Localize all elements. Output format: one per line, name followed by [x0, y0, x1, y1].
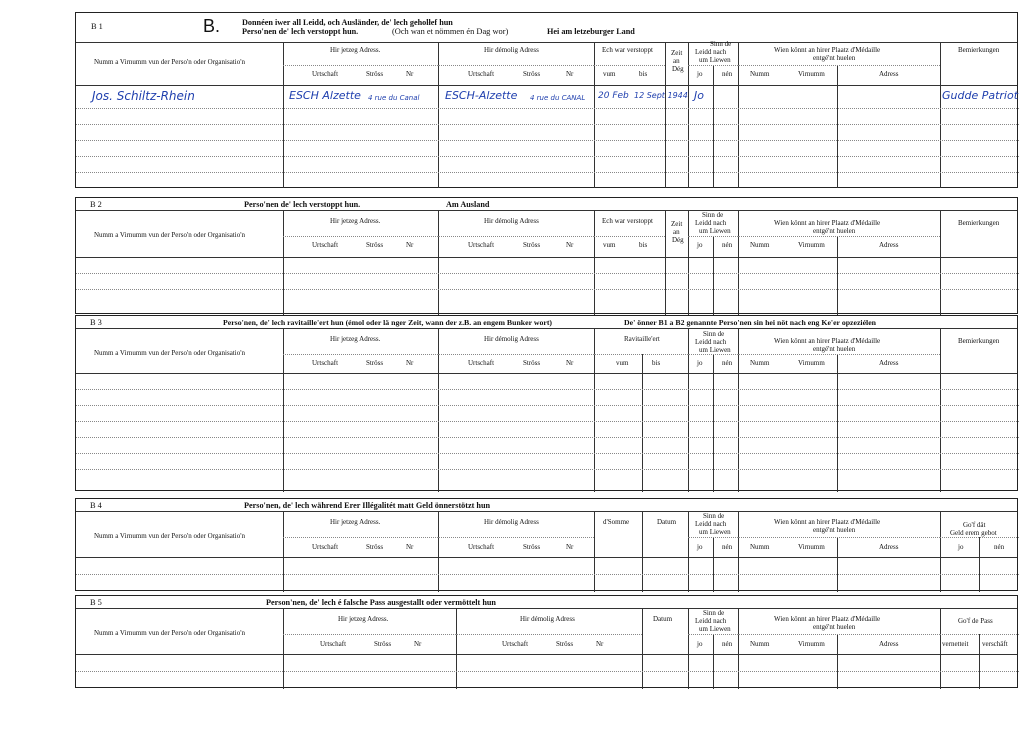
sub-no: nén	[722, 241, 733, 249]
col-alive-1: Sinn de	[703, 609, 725, 617]
sub-ort: Urtschaft	[468, 70, 495, 78]
sub-nr: Nr	[566, 543, 574, 551]
col-medal-2: entgé'nt huelen	[813, 345, 856, 353]
col-medal-2: entgé'nt huelen	[813, 623, 856, 631]
sub-street: Ströss	[523, 543, 541, 551]
sub-ort: Urtschaft	[312, 70, 339, 78]
col-hidden: Ech war verstoppt	[602, 217, 653, 225]
sub-medal-firstname: Virnumm	[798, 241, 825, 249]
section-region: Am Ausland	[446, 200, 490, 209]
col-supplied: Ravitaille'ert	[624, 335, 660, 343]
col-medal-1: Wien könnt an hirer Plaatz d'Médaille	[774, 518, 881, 526]
sub-no: nén	[722, 70, 733, 78]
sub-medal-address: Adress	[879, 543, 899, 551]
sub-ort: Urtschaft	[468, 543, 495, 551]
handwritten-current-street: 4 rue du Canal	[368, 94, 420, 102]
col-current-address: Hir jetzeg Adress.	[338, 615, 389, 623]
col-time: Zeit	[671, 220, 683, 228]
col-medal-2: entgé'nt huelen	[813, 526, 856, 534]
col-hidden: Ech war verstoppt	[602, 46, 653, 54]
section-note: (Och wan et nömmen én Dag wor)	[392, 27, 509, 36]
section-b4	[75, 498, 1018, 591]
col-remarks: Bemierkungen	[958, 219, 1000, 227]
col-alive-3: um Liewen	[699, 346, 731, 354]
handwritten-from: 20 Feb	[598, 91, 629, 101]
sub-from: vum	[603, 70, 616, 78]
sub-street: Ströss	[366, 359, 384, 367]
sub-no: nén	[722, 359, 733, 367]
section-title: Perso'nen, de' lech ravitaille'ert hun (émol oder lä nger Zeit, wann der z.B. an engem Bunker wort)	[223, 318, 553, 327]
sub-nr: Nr	[566, 241, 574, 249]
section-b5	[75, 595, 1018, 688]
col-alive-1: Sinn de	[702, 211, 724, 219]
sub-street: Ströss	[523, 241, 541, 249]
sub-medal-firstname: Virnumm	[798, 640, 825, 648]
section-title: Perso'nen de' lech verstoppt hun.	[244, 200, 361, 209]
sub-pass-destroyed: vernetteit	[942, 640, 969, 648]
col-alive-2: Leidd nach	[695, 520, 727, 528]
handwritten-former-street: 4 rue du CANAL	[530, 94, 586, 102]
sub-medal-address: Adress	[879, 241, 899, 249]
sub-medal-address: Adress	[879, 70, 899, 78]
col-medal-1: Wien könnt an hirer Plaatz d'Médaille	[774, 46, 881, 54]
col-alive-2: Leidd nach	[695, 338, 727, 346]
col-pass: Go'f de Pass	[958, 617, 993, 625]
col-time-deg: Dég	[672, 65, 684, 73]
col-alive-3: um Liewen	[699, 625, 731, 633]
sub-pass-lost: verschäft	[982, 640, 1008, 648]
col-alive-1: Sinn de	[710, 40, 732, 48]
col-name-header: Numm a Virnumm vun der Perso'n oder Organisatio'n	[94, 349, 245, 357]
col-date: Datum	[657, 518, 677, 526]
sub-ort: Urtschaft	[312, 543, 339, 551]
col-alive-1: Sinn de	[703, 512, 725, 520]
col-alive-3: um Liewen	[699, 227, 731, 235]
sub-street: Ströss	[523, 359, 541, 367]
sub-yes: jo	[697, 359, 703, 367]
sub-ort: Urtschaft	[312, 241, 339, 249]
col-date: Datum	[653, 615, 673, 623]
handwritten-current-town: ESCH Alzette	[289, 89, 361, 102]
sub-street: Ströss	[374, 640, 392, 648]
section-b3	[75, 315, 1018, 491]
sub-from: vum	[616, 359, 629, 367]
sub-street: Ströss	[366, 70, 384, 78]
col-sum: d'Somme	[603, 518, 630, 526]
section-code: B 5	[90, 598, 102, 607]
sub-from: vum	[603, 241, 616, 249]
col-current-address: Hir jetzeg Adress.	[330, 335, 381, 343]
col-current-address: Hir jetzeg Adress.	[330, 217, 381, 225]
col-medal-1: Wien könnt an hirer Plaatz d'Médaille	[774, 337, 881, 345]
col-former-address: Hir démolig Adress	[484, 518, 539, 526]
col-name-header: Numm a Virnumm vun der Perso'n oder Organisatio'n	[94, 231, 245, 239]
col-alive-3: um Liewen	[699, 56, 731, 64]
sub-nr: Nr	[596, 640, 604, 648]
sub-no: nén	[722, 640, 733, 648]
sub-street: Ströss	[366, 241, 384, 249]
section-title: Donnéen iwer all Leidd, och Ausländer, de' lech geholłef hun	[242, 18, 453, 27]
sub-medal-address: Adress	[879, 640, 899, 648]
section-title: Person'nen, de' lech é falsche Pass ausgestallt oder vermöttelt hun	[266, 598, 496, 607]
col-alive-1: Sinn de	[703, 330, 725, 338]
sub-yes: jo	[697, 543, 703, 551]
col-alive-2: Leidd nach	[695, 219, 727, 227]
sub-yes: jo	[958, 543, 964, 551]
col-alive-2: Leidd nach	[695, 48, 727, 56]
col-former-address: Hir démolig Adress	[484, 217, 539, 225]
form-sheet	[75, 12, 1018, 688]
sub-nr: Nr	[406, 70, 414, 78]
sub-ort: Urtschaft	[468, 359, 495, 367]
col-medal-1: Wien könnt an hirer Plaatz d'Médaille	[774, 219, 881, 227]
sub-no: nén	[994, 543, 1005, 551]
handwritten-to: 12 Sept 1944	[634, 91, 688, 100]
sub-ort: Urtschaft	[320, 640, 347, 648]
sub-medal-name: Numm	[750, 70, 770, 78]
col-name-header: Numm a Virnumm vun der Perso'n oder Organisatio'n	[94, 629, 245, 637]
sub-street: Ströss	[556, 640, 574, 648]
col-name-header: Numm a Virnumm vun der Perso'n oder Organisatio'n	[94, 58, 245, 66]
sub-medal-firstname: Virnumm	[798, 359, 825, 367]
sub-medal-name: Numm	[750, 640, 770, 648]
sub-medal-name: Numm	[750, 241, 770, 249]
sub-street: Ströss	[366, 543, 384, 551]
col-medal-2: entgé'nt huelen	[813, 54, 856, 62]
section-note: De' önner B1 a B2 genannte Perso'nen sin hei nöt nach eng Ke'er opzeziélen	[624, 318, 877, 327]
sub-no: nén	[722, 543, 733, 551]
sub-nr: Nr	[414, 640, 422, 648]
sub-medal-name: Numm	[750, 543, 770, 551]
sub-medal-name: Numm	[750, 359, 770, 367]
col-alive-2: Leidd nach	[695, 617, 727, 625]
col-money-returned-1: Go'f dät	[963, 521, 986, 529]
col-time-deg: Dég	[672, 236, 684, 244]
handwritten-former-town: ESCH-Alzette	[445, 89, 518, 102]
sub-nr: Nr	[406, 359, 414, 367]
sub-yes: jo	[697, 241, 703, 249]
col-name-header: Numm a Virnumm vun der Perso'n oder Organisatio'n	[94, 532, 245, 540]
section-b2	[75, 197, 1018, 314]
col-current-address: Hir jetzeg Adress.	[330, 518, 381, 526]
sub-to: bis	[652, 359, 661, 367]
sub-medal-firstname: Virnumm	[798, 70, 825, 78]
sub-nr: Nr	[406, 543, 414, 551]
section-code: B 3	[90, 318, 102, 327]
section-letter: B.	[203, 16, 221, 36]
sub-to: bis	[639, 70, 648, 78]
sub-medal-firstname: Virnumm	[798, 543, 825, 551]
col-time: Zeit	[671, 49, 683, 57]
col-current-address: Hir jetzeg Adress.	[330, 46, 381, 54]
col-remarks: Bemierkungen	[958, 46, 1000, 54]
section-code: B 1	[91, 22, 103, 31]
sub-ort: Urtschaft	[312, 359, 339, 367]
section-b1	[75, 12, 1018, 188]
col-money-returned-2: Geld erem gebot	[950, 529, 997, 537]
col-former-address: Hir démolig Adress	[520, 615, 575, 623]
sub-to: bis	[639, 241, 648, 249]
sub-nr: Nr	[406, 241, 414, 249]
sub-yes: jo	[697, 70, 703, 78]
sub-ort: Urtschaft	[468, 241, 495, 249]
col-time-an: an	[673, 57, 680, 65]
sub-nr: Nr	[566, 70, 574, 78]
col-time-an: an	[673, 228, 680, 236]
col-alive-3: um Liewen	[699, 528, 731, 536]
section-subtitle: Perso'nen de' lech verstoppt hun.	[242, 27, 359, 36]
col-former-address: Hir démolig Adress	[484, 335, 539, 343]
sub-street: Ströss	[523, 70, 541, 78]
sub-medal-address: Adress	[879, 359, 899, 367]
col-former-address: Hir démolig Adress	[484, 46, 539, 54]
sub-nr: Nr	[566, 359, 574, 367]
sub-yes: jo	[697, 640, 703, 648]
handwritten-name: Jos. Schiltz-Rhein	[92, 89, 195, 103]
section-region: Hei am letzeburger Land	[547, 27, 635, 36]
section-code: B 2	[90, 200, 102, 209]
section-title: Perso'nen, de' lech während Erer Illégalitét matt Geld önnerstötzt hun	[244, 501, 491, 510]
sub-ort: Urtschaft	[502, 640, 529, 648]
col-remarks: Bemierkungen	[958, 337, 1000, 345]
col-medal-1: Wien könnt an hirer Plaatz d'Médaille	[774, 615, 881, 623]
handwritten-remark: Gudde Patriot	[942, 89, 1019, 102]
handwritten-yes: Jo	[694, 89, 704, 102]
col-medal-2: entgé'nt huelen	[813, 227, 856, 235]
section-code: B 4	[90, 501, 102, 510]
